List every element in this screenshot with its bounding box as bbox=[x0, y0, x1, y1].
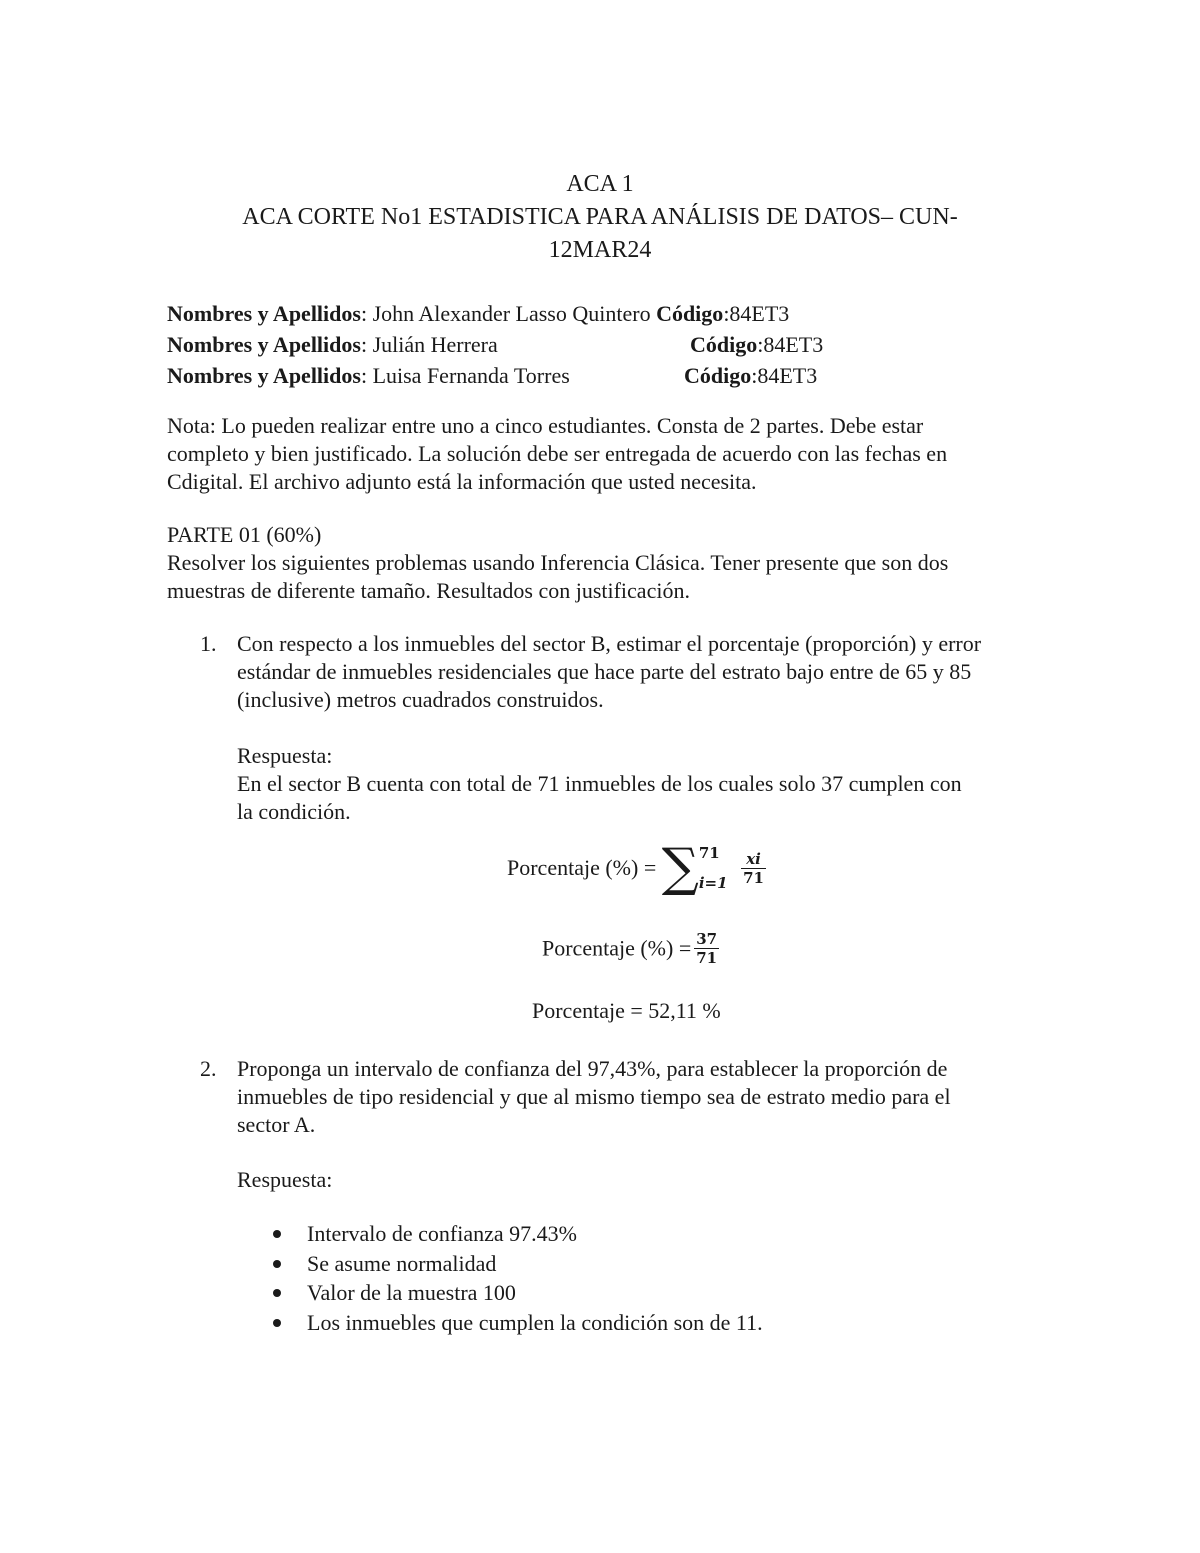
parte01-line: muestras de diferente tamaño. Resultados con justificación. bbox=[167, 578, 690, 603]
bullet-text: Intervalo de confianza 97.43% bbox=[307, 1221, 577, 1246]
student-label: Nombres y Apellidos bbox=[167, 363, 361, 388]
nota-line: Cdigital. El archivo adjunto está la información que usted necesita. bbox=[167, 469, 757, 494]
answer-line: la condición. bbox=[237, 799, 351, 824]
student-code-group bbox=[684, 360, 817, 391]
parte01-line: Resolver los siguientes problemas usando Inferencia Clásica. Tener presente que son dos bbox=[167, 550, 949, 575]
bullet-text: Los inmuebles que cumplen la condición son de 11. bbox=[307, 1309, 763, 1335]
list-item bbox=[270, 1278, 1070, 1308]
document-title bbox=[160, 168, 1040, 267]
student-code: :84ET3 bbox=[751, 363, 818, 388]
question-line: (inclusive) metros cuadrados construidos. bbox=[237, 687, 604, 712]
sigma-symbol: ∑ bbox=[661, 838, 699, 898]
bullet-icon bbox=[273, 1319, 281, 1327]
formula-ratio bbox=[542, 930, 719, 967]
student-code: :84ET3 bbox=[723, 301, 790, 326]
code-label: Código bbox=[656, 301, 724, 326]
question-2 bbox=[200, 1055, 1060, 1194]
parte01-section bbox=[167, 521, 1047, 605]
fraction-numerator: xi bbox=[741, 850, 766, 869]
nota-line: Nota: Lo pueden realizar entre uno a cinco estudiantes. Consta de 2 partes. Debe estar bbox=[167, 413, 924, 438]
code-label: Código bbox=[690, 332, 758, 357]
student-name: : Luisa Fernanda Torres bbox=[360, 363, 570, 388]
fraction bbox=[741, 850, 766, 887]
student-code: :84ET3 bbox=[757, 332, 824, 357]
fraction-denominator: 71 bbox=[696, 949, 718, 967]
question-line: Proponga un intervalo de confianza del 97,43%, para establecer la proporción de bbox=[237, 1056, 948, 1081]
question-line: sector A. bbox=[237, 1112, 316, 1137]
student-label: Nombres y Apellidos bbox=[167, 332, 361, 357]
question-number: 2. bbox=[200, 1056, 217, 1081]
student-list bbox=[167, 298, 1067, 391]
question-number: 1. bbox=[200, 631, 217, 656]
nota-line: completo y bien justificado. La solución debe ser entregada de acuerdo con las fechas en bbox=[167, 441, 948, 466]
student-code-group bbox=[690, 329, 823, 360]
answer-line: En el sector B cuenta con total de 71 inmuebles de los cuales solo 37 cumplen con bbox=[237, 771, 962, 796]
sum-limits bbox=[699, 844, 728, 892]
sum-upper: 71 bbox=[698, 844, 720, 862]
title-line-3: 12MAR24 bbox=[548, 237, 652, 263]
formula-result: Porcentaje = 52,11 % bbox=[532, 998, 721, 1023]
question-body bbox=[237, 630, 1060, 826]
bullet-text: Se asume normalidad bbox=[307, 1250, 497, 1276]
student-label: Nombres y Apellidos bbox=[167, 301, 361, 326]
bullet-icon bbox=[273, 1260, 281, 1268]
student-row bbox=[167, 298, 1067, 329]
bullet-icon bbox=[273, 1289, 281, 1297]
list-item bbox=[270, 1308, 1070, 1338]
formula-lhs: Porcentaje (%) = bbox=[542, 935, 692, 961]
list-item bbox=[270, 1219, 1070, 1249]
student-row bbox=[167, 360, 1067, 391]
answer-label: Respuesta: bbox=[237, 1167, 333, 1192]
student-row bbox=[167, 329, 1067, 360]
fraction-numerator: 37 bbox=[696, 930, 718, 948]
fraction bbox=[694, 930, 719, 967]
parte01-heading: PARTE 01 (60%) bbox=[167, 522, 322, 547]
question-line: estándar de inmuebles residenciales que hace parte del estrato bajo entre de 65 y 85 bbox=[237, 659, 972, 684]
list-item bbox=[270, 1249, 1070, 1279]
sum-lower: i=1 bbox=[698, 874, 728, 892]
student-name: : Julián Herrera bbox=[360, 332, 498, 357]
formula-summation bbox=[507, 838, 766, 898]
question-line: inmuebles de tipo residencial y que al mismo tiempo sea de estrato medio para el bbox=[237, 1084, 951, 1109]
bullet-icon bbox=[273, 1230, 281, 1238]
question-line: Con respecto a los inmuebles del sector B, estimar el porcentaje (proporción) y error bbox=[237, 631, 982, 656]
fraction-denominator: 71 bbox=[743, 868, 764, 887]
question-1 bbox=[200, 630, 1060, 826]
title-line-1: ACA 1 bbox=[566, 171, 634, 197]
question-body bbox=[237, 1055, 1060, 1194]
answer-bullet-list bbox=[270, 1219, 1070, 1337]
student-name: : John Alexander Lasso Quintero bbox=[360, 301, 657, 326]
bullet-text: Valor de la muestra 100 bbox=[307, 1280, 516, 1305]
title-line-2: ACA CORTE No1 ESTADISTICA PARA ANÁLISIS DE DATOS– CUN- bbox=[242, 204, 958, 230]
formula-lhs: Porcentaje (%) = bbox=[507, 855, 662, 880]
answer-label: Respuesta: bbox=[237, 743, 333, 768]
nota-paragraph bbox=[167, 412, 1047, 496]
code-label: Código bbox=[684, 363, 752, 388]
